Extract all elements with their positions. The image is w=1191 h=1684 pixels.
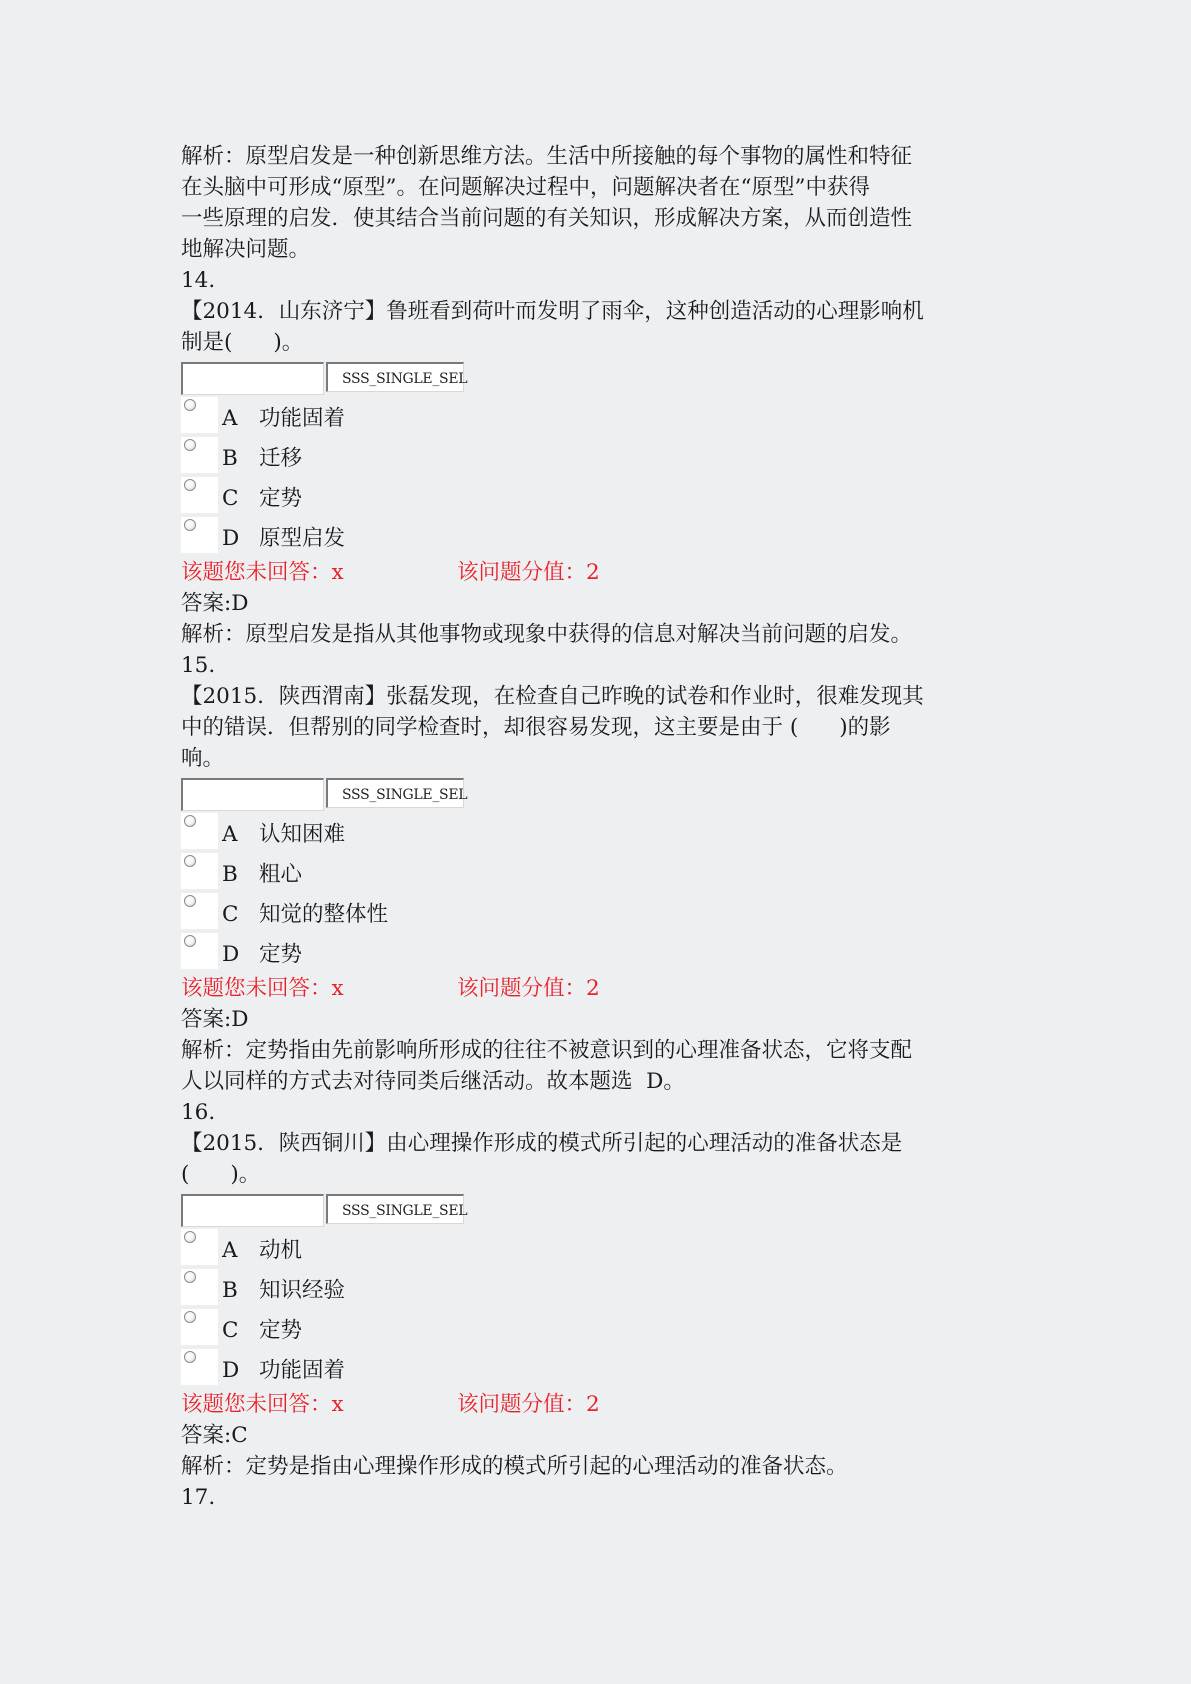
radio-button[interactable] xyxy=(184,399,196,411)
option-text: 功能固着 xyxy=(259,406,346,431)
option-a[interactable] xyxy=(181,397,1001,437)
option-b[interactable] xyxy=(181,853,1001,893)
document-body xyxy=(181,141,1001,1513)
answer-select-row xyxy=(181,778,1001,811)
option-c[interactable] xyxy=(181,1309,1001,1349)
radio-button[interactable] xyxy=(184,479,196,491)
question-stem-line: ( )。 xyxy=(181,1162,261,1187)
question-stem-line: 【2014．山东济宁】鲁班看到荷叶而发明了雨伞，这种创造活动的心理影响机 xyxy=(181,299,924,324)
option-letter: C xyxy=(222,902,239,927)
question-stem-line: 制是( )。 xyxy=(181,330,304,355)
option-text: 功能固着 xyxy=(259,1358,346,1383)
explanation-line: 解析：原型启发是指从其他事物或现象中获得的信息对解决当前问题的启发。 xyxy=(181,622,913,647)
answer-input[interactable] xyxy=(181,362,324,395)
radio-box xyxy=(181,437,218,473)
option-text: 定势 xyxy=(259,1318,303,1343)
answer-select-row xyxy=(181,1194,1001,1227)
option-text: 知识经验 xyxy=(259,1278,346,1303)
question-number: 14. xyxy=(181,268,216,293)
option-letter: A xyxy=(222,406,238,431)
unanswered-status: 该题您未回答：x xyxy=(181,560,344,585)
answer-text: 答案:D xyxy=(181,591,249,616)
question-stem-line: 中的错误．但帮别的同学检查时，却很容易发现，这主要是由于 ( )的影 xyxy=(181,715,891,740)
option-c[interactable] xyxy=(181,893,1001,933)
explanation-line: 解析：定势指由先前影响所形成的往往不被意识到的心理准备状态，它将支配 xyxy=(181,1038,913,1063)
status-row xyxy=(181,557,1001,588)
option-letter: D xyxy=(222,942,240,967)
option-b[interactable] xyxy=(181,437,1001,477)
radio-button[interactable] xyxy=(184,1311,196,1323)
answer-select-row xyxy=(181,362,1001,395)
radio-button[interactable] xyxy=(184,815,196,827)
radio-box xyxy=(181,893,218,929)
score-value: 该问题分值：2 xyxy=(457,1392,600,1417)
option-text: 原型启发 xyxy=(259,526,346,551)
option-letter: C xyxy=(222,486,239,511)
option-a[interactable] xyxy=(181,813,1001,853)
radio-button[interactable] xyxy=(184,1271,196,1283)
option-letter: A xyxy=(222,822,238,847)
explanation-line: 解析：定势是指由心理操作形成的模式所引起的心理活动的准备状态。 xyxy=(181,1454,848,1479)
radio-box xyxy=(181,1349,218,1385)
question-15 xyxy=(181,650,1001,1097)
unanswered-status: 该题您未回答：x xyxy=(181,1392,344,1417)
question-number: 15. xyxy=(181,653,216,678)
option-text: 定势 xyxy=(259,942,303,967)
radio-box xyxy=(181,853,218,889)
question-type-box: SSS_SINGLE_SEL xyxy=(326,362,464,392)
explanation-line: 在头脑中可形成“原型”。在问题解决过程中，问题解决者在“原型”中获得 xyxy=(181,175,870,200)
option-d[interactable] xyxy=(181,517,1001,557)
explanation-line: 解析：原型启发是一种创新思维方法。生活中所接触的每个事物的属性和特征 xyxy=(181,144,913,169)
radio-box xyxy=(181,1229,218,1265)
option-letter: D xyxy=(222,526,240,551)
option-text: 迁移 xyxy=(259,446,303,471)
question-16 xyxy=(181,1097,1001,1482)
radio-box xyxy=(181,1309,218,1345)
question-number: 17. xyxy=(181,1485,216,1510)
option-d[interactable] xyxy=(181,1349,1001,1389)
question-number: 16. xyxy=(181,1100,216,1125)
answer-text: 答案:C xyxy=(181,1423,248,1448)
radio-button[interactable] xyxy=(184,519,196,531)
option-letter: C xyxy=(222,1318,239,1343)
explanation-line: 人以同样的方式去对待同类后继活动。故本题选 D。 xyxy=(181,1069,685,1094)
radio-box xyxy=(181,933,218,969)
radio-button[interactable] xyxy=(184,935,196,947)
status-row xyxy=(181,973,1001,1004)
radio-button[interactable] xyxy=(184,1231,196,1243)
radio-box xyxy=(181,1269,218,1305)
radio-button[interactable] xyxy=(184,895,196,907)
intro-explanation xyxy=(181,141,1001,265)
radio-box xyxy=(181,517,218,553)
radio-button[interactable] xyxy=(184,1351,196,1363)
status-row xyxy=(181,1389,1001,1420)
answer-input[interactable] xyxy=(181,778,324,811)
question-type-box: SSS_SINGLE_SEL xyxy=(326,1194,464,1224)
explanation-line: 地解决问题。 xyxy=(181,237,311,262)
option-letter: B xyxy=(222,1278,238,1303)
option-letter: D xyxy=(222,1358,240,1383)
option-text: 粗心 xyxy=(259,862,303,887)
option-text: 定势 xyxy=(259,486,303,511)
answer-input[interactable] xyxy=(181,1194,324,1227)
option-a[interactable] xyxy=(181,1229,1001,1269)
question-stem-line: 【2015．陕西渭南】张磊发现，在检查自己昨晚的试卷和作业时，很难发现其 xyxy=(181,684,924,709)
option-c[interactable] xyxy=(181,477,1001,517)
unanswered-status: 该题您未回答：x xyxy=(181,976,344,1001)
explanation-line: 一些原理的启发．使其结合当前问题的有关知识，形成解决方案，从而创造性 xyxy=(181,206,913,231)
score-value: 该问题分值：2 xyxy=(457,560,600,585)
question-stem-line: 响。 xyxy=(181,746,225,771)
option-letter: B xyxy=(222,862,238,887)
option-text: 动机 xyxy=(259,1238,303,1263)
option-d[interactable] xyxy=(181,933,1001,973)
option-letter: A xyxy=(222,1238,238,1263)
option-letter: B xyxy=(222,446,238,471)
option-b[interactable] xyxy=(181,1269,1001,1309)
radio-box xyxy=(181,813,218,849)
radio-button[interactable] xyxy=(184,439,196,451)
answer-text: 答案:D xyxy=(181,1007,249,1032)
question-stem-line: 【2015．陕西铜川】由心理操作形成的模式所引起的心理活动的准备状态是 xyxy=(181,1131,903,1156)
question-14 xyxy=(181,265,1001,650)
radio-button[interactable] xyxy=(184,855,196,867)
option-text: 知觉的整体性 xyxy=(259,902,389,927)
option-text: 认知困难 xyxy=(259,822,346,847)
radio-box xyxy=(181,477,218,513)
score-value: 该问题分值：2 xyxy=(457,976,600,1001)
question-type-box: SSS_SINGLE_SEL xyxy=(326,778,464,808)
radio-box xyxy=(181,397,218,433)
